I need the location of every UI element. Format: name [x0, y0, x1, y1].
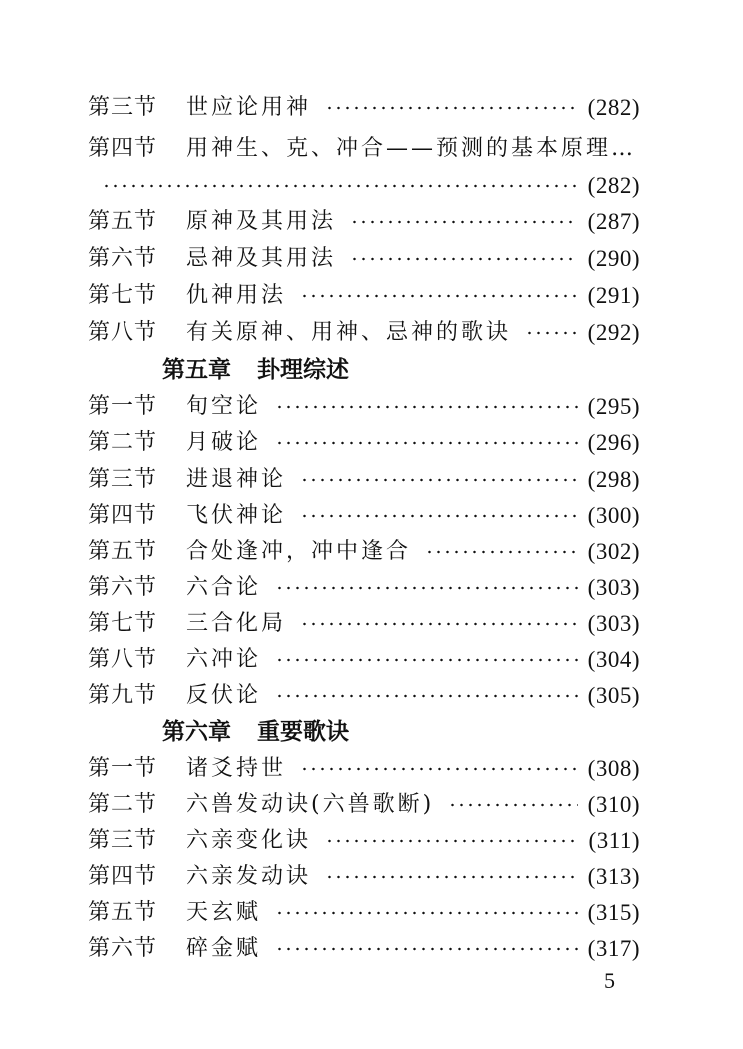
chapter-heading[interactable]	[162, 714, 349, 750]
section-number: 第三节	[88, 828, 158, 853]
section-number: 第四节	[88, 503, 158, 528]
section-title: 碎金赋	[186, 936, 262, 961]
page-number: (311)	[588, 828, 640, 853]
dot-leader	[275, 679, 578, 713]
toc-entry[interactable]	[88, 643, 640, 677]
section-title: 有关原神、用神、忌神的歌诀	[186, 320, 512, 345]
section-title: 合处逢冲，冲中逢合	[186, 539, 412, 564]
section-number: 第三节	[88, 95, 158, 120]
page-number: (282)	[587, 95, 640, 120]
section-number: 第五节	[88, 539, 158, 564]
page-number: (303)	[587, 611, 640, 636]
dot-leader	[325, 91, 578, 125]
toc-entry[interactable]	[88, 499, 640, 533]
dot-leader	[350, 205, 578, 239]
chapter-heading[interactable]	[162, 352, 349, 388]
page-number: (305)	[587, 683, 640, 708]
page-number: (300)	[587, 503, 640, 528]
toc-entry[interactable]	[88, 607, 640, 641]
section-title: 诸爻持世	[186, 756, 287, 781]
chapter-title: 重要歌诀	[257, 719, 349, 745]
section-number: 第一节	[88, 756, 158, 781]
toc-entry-continuation[interactable]	[88, 169, 640, 203]
dot-leader	[525, 316, 578, 350]
dot-leader	[350, 242, 578, 276]
dot-leader	[300, 499, 578, 533]
section-title: 三合化局	[186, 611, 287, 636]
section-title: 六亲变化诀	[186, 828, 312, 853]
dot-leader	[300, 463, 578, 497]
section-number: 第五节	[88, 900, 158, 925]
toc-entry[interactable]	[88, 426, 640, 460]
dot-leader	[425, 535, 578, 569]
section-title: 六合论	[186, 575, 262, 600]
section-number: 第一节	[88, 394, 158, 419]
toc-entry[interactable]	[88, 463, 640, 497]
dot-leader	[275, 932, 578, 966]
page-number: (295)	[587, 394, 640, 419]
dot-leader	[300, 752, 578, 786]
section-title: 原神及其用法	[186, 209, 337, 234]
section-number: 第二节	[88, 792, 158, 817]
page-number: (296)	[587, 430, 640, 455]
page-number: (315)	[587, 900, 640, 925]
dot-leader	[300, 279, 578, 313]
section-number: 第八节	[88, 647, 158, 672]
page-number: (298)	[587, 467, 640, 492]
page-number: (302)	[587, 539, 640, 564]
toc-entry[interactable]	[88, 132, 640, 166]
page-number: (308)	[587, 756, 640, 781]
toc-entry[interactable]	[88, 679, 640, 713]
chapter-title: 卦理综述	[257, 357, 349, 383]
toc-entry[interactable]	[88, 279, 640, 313]
dot-leader	[102, 169, 578, 203]
dot-leader	[448, 788, 578, 822]
section-number: 第八节	[88, 320, 158, 345]
toc-entry[interactable]	[88, 788, 640, 822]
dot-leader	[275, 426, 578, 460]
section-number: 第六节	[88, 575, 158, 600]
section-number: 第二节	[88, 430, 158, 455]
section-title: 六兽发动诀(六兽歌断)	[186, 792, 435, 817]
section-title: 用神生、克、冲合——预测的基本原理…	[186, 136, 637, 161]
section-title: 仇神用法	[186, 283, 287, 308]
toc-entry[interactable]	[88, 860, 640, 894]
toc-entry[interactable]	[88, 752, 640, 786]
section-number: 第七节	[88, 283, 158, 308]
section-title: 反伏论	[186, 683, 262, 708]
toc-entry[interactable]	[88, 316, 640, 350]
chapter-number: 第六章	[162, 719, 231, 745]
section-title: 六冲论	[186, 647, 262, 672]
section-number: 第五节	[88, 209, 158, 234]
section-title: 进退神论	[186, 467, 287, 492]
page-number: (303)	[587, 575, 640, 600]
toc-entry[interactable]	[88, 91, 640, 125]
toc-entry[interactable]	[88, 896, 640, 930]
toc-entry[interactable]	[88, 535, 640, 569]
section-number: 第四节	[88, 136, 158, 161]
section-title: 忌神及其用法	[186, 246, 337, 271]
section-number: 第六节	[88, 246, 158, 271]
page-number: (292)	[587, 320, 640, 345]
section-title: 飞伏神论	[186, 503, 287, 528]
page-number: (310)	[587, 792, 640, 817]
toc-entry[interactable]	[88, 932, 640, 966]
section-number: 第九节	[88, 683, 158, 708]
page-number: (291)	[587, 283, 640, 308]
section-title: 世应论用神	[186, 95, 312, 120]
toc-entry[interactable]	[88, 390, 640, 424]
page-number: (313)	[587, 864, 640, 889]
toc-entry[interactable]	[88, 571, 640, 605]
section-number: 第四节	[88, 864, 158, 889]
dot-leader	[275, 896, 578, 930]
section-number: 第七节	[88, 611, 158, 636]
section-title: 天玄赋	[186, 900, 262, 925]
page-number: (287)	[587, 209, 640, 234]
dot-leader	[325, 824, 579, 858]
page-folio-number: 5	[604, 968, 615, 993]
page-number: (290)	[587, 246, 640, 271]
toc-entry[interactable]	[88, 824, 640, 858]
page-number: (282)	[587, 173, 640, 198]
dot-leader	[275, 571, 578, 605]
section-title: 六亲发动诀	[186, 864, 312, 889]
dot-leader	[300, 607, 578, 641]
page-number: (317)	[587, 936, 640, 961]
dot-leader	[275, 390, 578, 424]
chapter-number: 第五章	[162, 357, 231, 383]
toc-entry[interactable]	[88, 205, 640, 239]
section-number: 第六节	[88, 936, 158, 961]
section-title: 月破论	[186, 430, 262, 455]
section-title: 旬空论	[186, 394, 262, 419]
dot-leader	[325, 860, 578, 894]
section-number: 第三节	[88, 467, 158, 492]
dot-leader	[275, 643, 578, 677]
page-number: (304)	[587, 647, 640, 672]
toc-entry[interactable]	[88, 242, 640, 276]
